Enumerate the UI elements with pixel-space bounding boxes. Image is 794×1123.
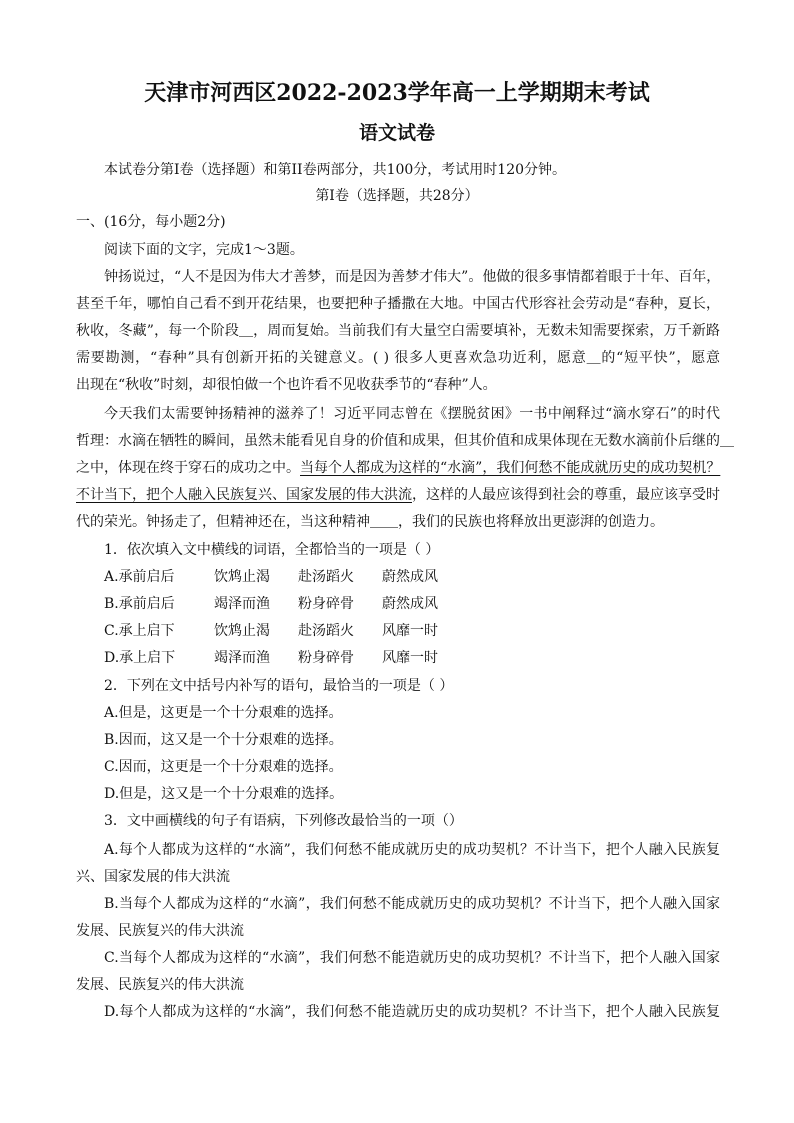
passage-text: 之中，体现在终于穿石的成功之中。	[76, 460, 300, 476]
option-word: 竭泽而渔	[214, 596, 270, 612]
question-3-option-c: C.当每个人都成为这样的“水滴”，我们何愁不能造就历史的成功契机？不计当下，把个人融入国家	[104, 950, 720, 966]
passage-line	[76, 485, 736, 505]
option-word: 赴汤蹈火	[298, 623, 354, 639]
question-1-option-a	[104, 567, 764, 587]
question-3-option-a: A.每个人都成为这样的“水滴”，我们何愁不能成就历史的成功契机？不计当下，把个人融入民族复	[104, 842, 720, 858]
exam-title: 天津市河西区2022-2023学年高一上学期期末考试	[144, 80, 650, 106]
question-2-option-b: B.因而，这又是一个十分艰难的选择。	[104, 732, 343, 748]
passage-line: 哲理：水滴在牺牲的瞬间，虽然未能看见自身的价值和成果，但其价值和成果体现在无数水滴前仆后继的＿	[76, 433, 734, 449]
passage-text: ，这样的人最应该得到社会的尊重，最应该享受时	[412, 487, 720, 503]
passage-line	[76, 458, 736, 478]
option-word: 赴汤蹈火	[298, 569, 354, 585]
question-3-option-a-cont: 兴、国家发展的伟大洪流	[76, 869, 230, 885]
option-word: 蔚然成风	[382, 569, 438, 585]
passage-line: 代的荣光。钟扬走了，但精神还在，当这种精神＿＿，我们的民族也将释放出更澎湃的创造力。	[76, 514, 664, 530]
question-1-stem: 1．依次填入文中横线的词语，全都恰当的一项是（ ）	[104, 542, 440, 558]
option-word: 蔚然成风	[382, 596, 438, 612]
option-word: 粉身碎骨	[298, 596, 354, 612]
question-3-option-c-cont: 发展、民族复兴的伟大洪流	[76, 977, 244, 993]
exam-subtitle: 语文试卷	[358, 122, 435, 144]
passage-line: 甚至千年，哪怕自己看不到开花结果，也要把种子播撒在大地。中国古代形容社会劳动是“春种，夏长，	[76, 296, 720, 312]
question-1-option-b	[104, 594, 764, 614]
passage-line: 需要勘测，“春种”具有创新开拓的关键意义。( ) 很多人更喜欢急功近利，愿意＿的“短平快”，愿意	[76, 350, 720, 366]
option-word: 风靡一时	[382, 623, 438, 639]
volume1-heading: 第Ⅰ卷（选择题，共28分）	[315, 188, 479, 204]
question-2-option-c: C.因而，这更是一个十分艰难的选择。	[104, 759, 343, 775]
option-word: B.承前启后	[104, 596, 175, 612]
passage-line: 出现在“秋收”时刻，却很怕做一个也许看不见收获季节的“春种”人。	[76, 377, 497, 393]
option-word: C.承上启下	[104, 623, 175, 639]
question-2-stem: 2．下列在文中括号内补写的语句，最恰当的一项是（ ）	[104, 678, 454, 694]
section1-heading: 一、(16分，每小题2分)	[76, 214, 226, 230]
passage-line: 钟扬说过，“人不是因为伟大才善梦，而是因为善梦才伟大”。他做的很多事情都着眼于十年、百年，	[104, 269, 721, 285]
question-2-option-a: A.但是，这更是一个十分艰难的选择。	[104, 705, 343, 721]
option-word: D.承上启下	[104, 650, 176, 666]
question-1-option-c	[104, 621, 764, 641]
exam-intro: 本试卷分第Ⅰ卷（选择题）和第II卷两部分，共100分，考试用时120分钟。	[104, 162, 567, 178]
question-3-option-b-cont: 发展、民族复兴的伟大洪流	[76, 923, 244, 939]
passage-line: 今天我们太需要钟扬精神的滋养了！习近平同志曾在《摆脱贫困》一书中阐释过“滴水穿石”的时代	[104, 406, 720, 422]
option-word: 饮鸩止渴	[214, 623, 270, 639]
reading-instruction: 阅读下面的文字，完成1～3题。	[104, 242, 304, 258]
question-3-stem: 3．文中画横线的句子有语病，下列修改最恰当的一项（）	[104, 813, 463, 829]
underlined-sentence: 不计当下，把个人融入民族复兴、国家发展的伟大洪流	[76, 487, 412, 503]
question-2-option-d: D.但是，这又是一个十分艰难的选择。	[104, 786, 344, 802]
option-word: 风靡一时	[382, 650, 438, 666]
option-word: 粉身碎骨	[298, 650, 354, 666]
question-3-option-d: D.每个人都成为这样的“水滴”，我们何愁不能造就历史的成功契机？不计当下，把个人融入民族复	[104, 1004, 720, 1020]
underlined-sentence: 当每个人都成为这样的“水滴”，我们何愁不能成就历史的成功契机？	[300, 460, 721, 476]
option-word: A.承前启后	[104, 569, 175, 585]
question-3-option-b: B.当每个人都成为这样的“水滴”，我们何愁不能成就历史的成功契机？不计当下，把个人融入国家	[104, 896, 720, 912]
option-word: 饮鸩止渴	[214, 569, 270, 585]
passage-line: 秋收，冬藏”，每一个阶段＿，周而复始。当前我们有大量空白需要填补，无数未知需要探索，万千新路	[76, 323, 720, 339]
option-word: 竭泽而渔	[214, 650, 270, 666]
question-1-option-d	[104, 648, 764, 668]
